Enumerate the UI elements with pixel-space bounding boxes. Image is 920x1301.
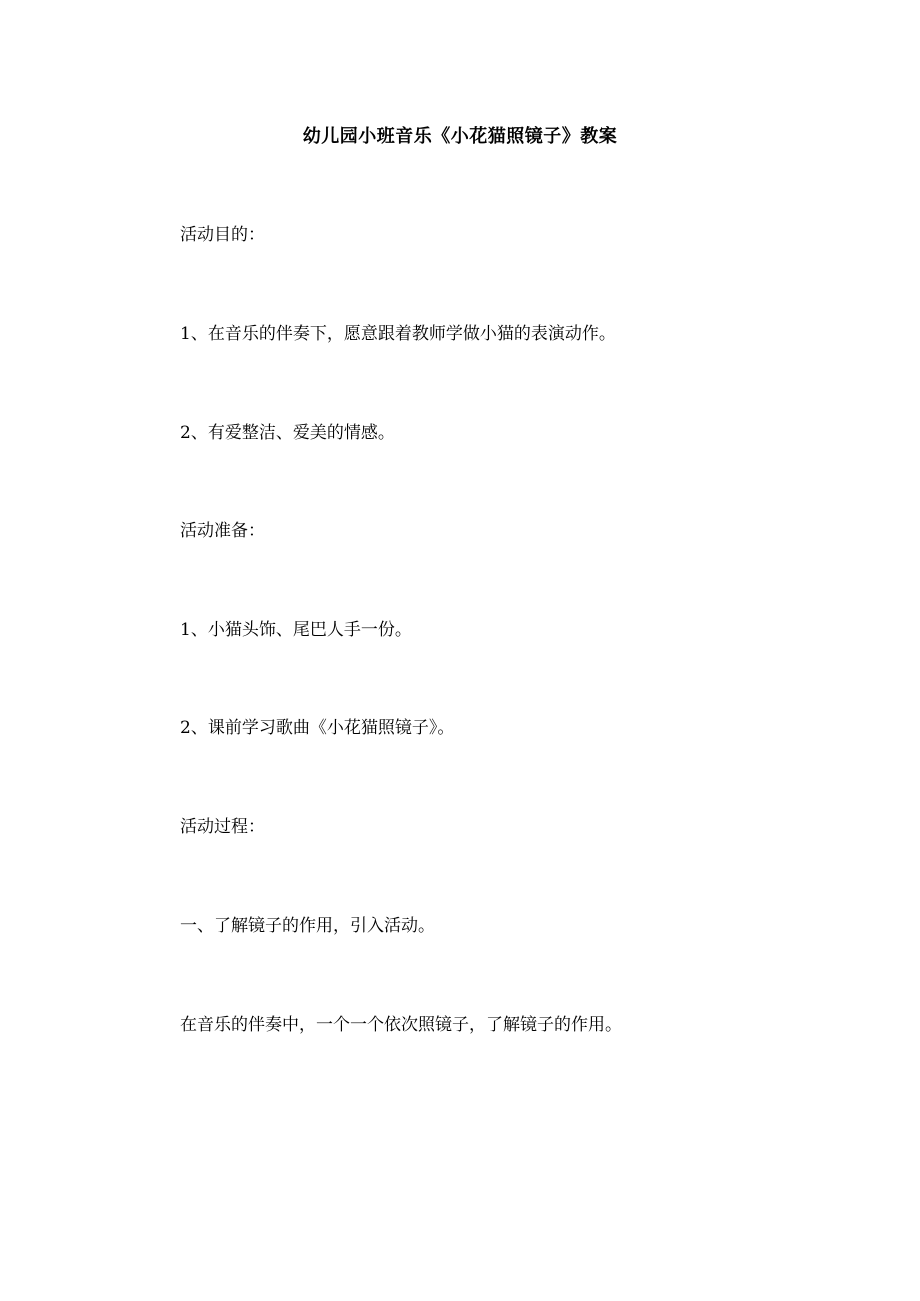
preparation-item-2: 2、课前学习歌曲《小花猫照镜子》。 bbox=[180, 718, 455, 738]
section-heading-process: 活动过程： bbox=[180, 817, 265, 837]
section-heading-preparation: 活动准备： bbox=[180, 521, 265, 541]
preparation-item-1: 1、小猫头饰、尾巴人手一份。 bbox=[180, 620, 412, 640]
document-title: 幼儿园小班音乐《小花猫照镜子》教案 bbox=[302, 126, 618, 147]
section-heading-objectives: 活动目的： bbox=[180, 225, 265, 245]
process-step-1: 一、了解镜子的作用，引入活动。 bbox=[180, 916, 435, 936]
objective-item-1: 1、在音乐的伴奏下，愿意跟着教师学做小猫的表演动作。 bbox=[180, 324, 616, 344]
process-step-1-description: 在音乐的伴奏中，一个一个依次照镜子，了解镜子的作用。 bbox=[180, 1015, 622, 1035]
objective-item-2: 2、有爱整洁、爱美的情感。 bbox=[180, 423, 395, 443]
